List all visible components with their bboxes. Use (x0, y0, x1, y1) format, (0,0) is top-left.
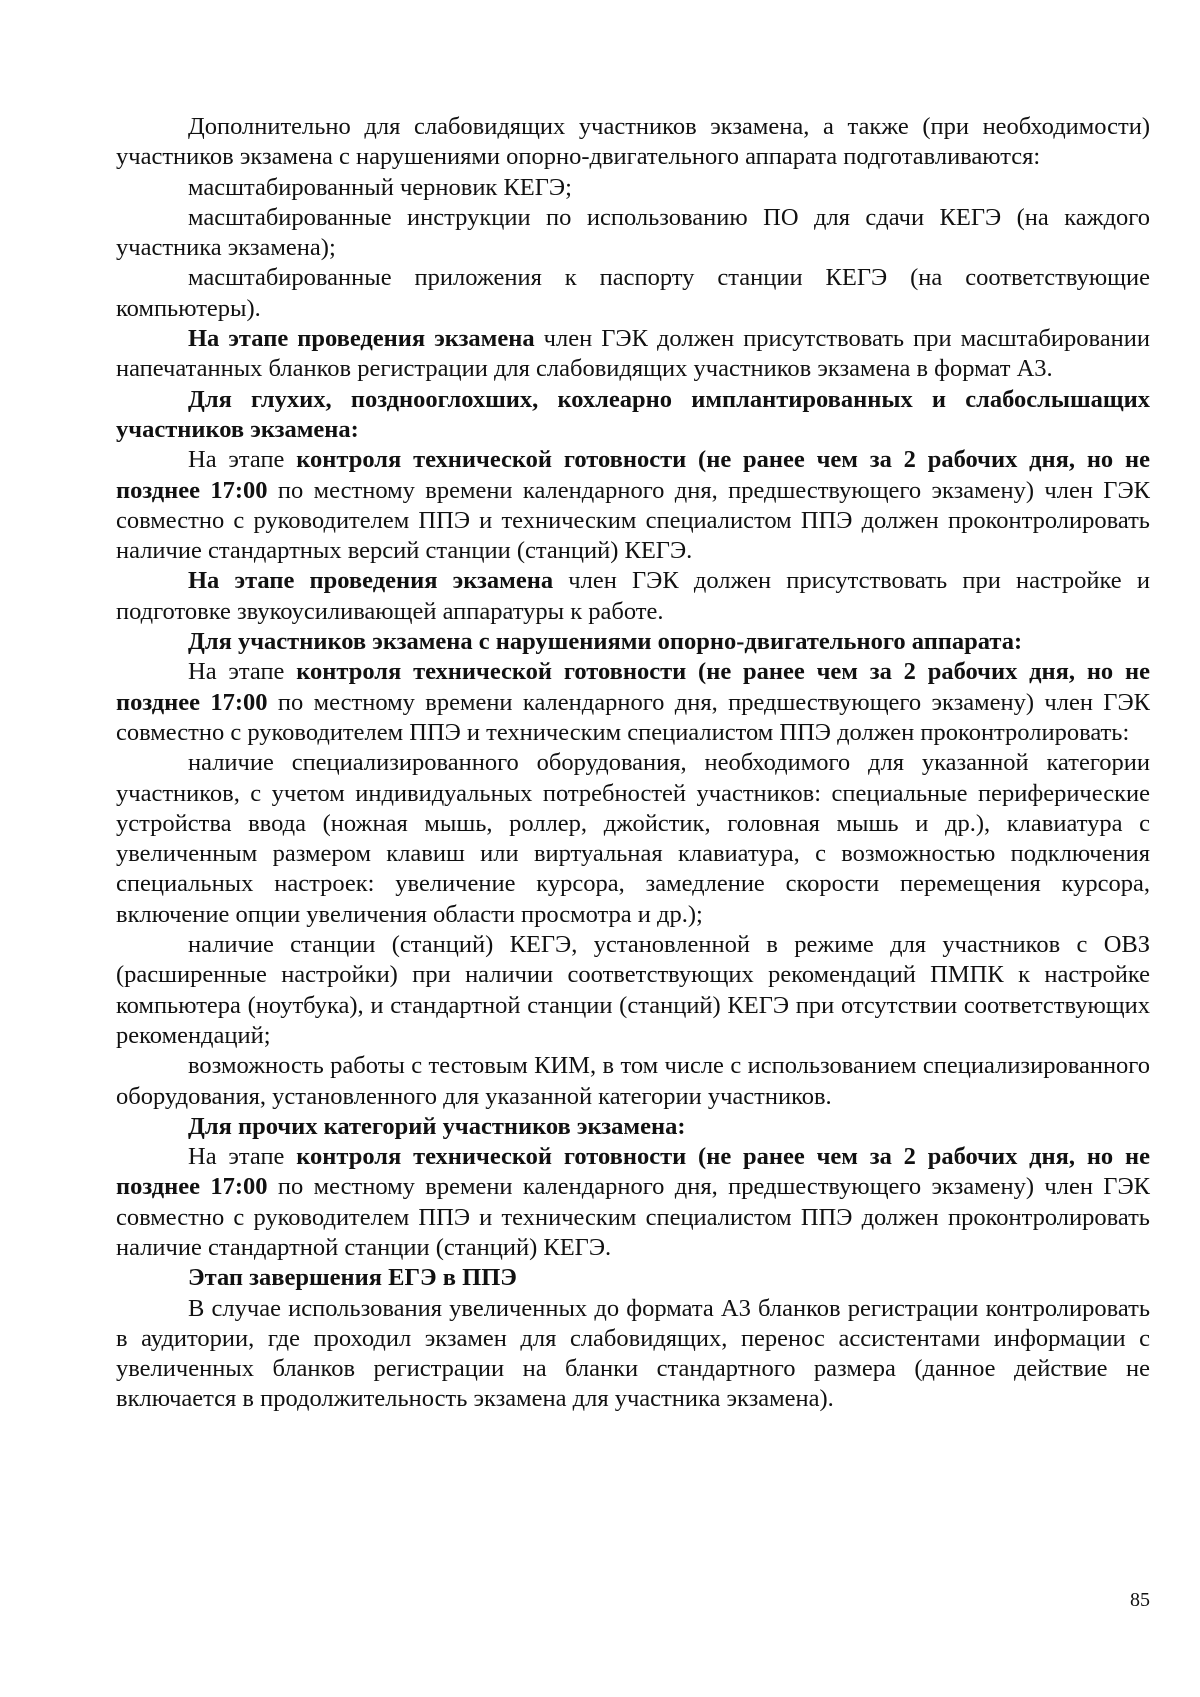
page-number: 85 (1130, 1589, 1150, 1611)
paragraph-tech-check-other (116, 1142, 1150, 1263)
paragraph-appendix: масштабированные приложения к паспорту станции КЕГЭ (на соответствующие компьютеры). (116, 264, 1150, 322)
bold-phrase: контроля технической готовности (не ранее чем за 2 рабочих дня, но не позднее 17:00 (116, 658, 1150, 716)
paragraph-draft: масштабированный черновик КЕГЭ; (188, 173, 572, 201)
text-run: по местному времени календарного дня, предшествующего экзамену) член ГЭК совместно с руководителем ППЭ и техническим специалистом ППЭ должен проконтролировать наличие стандартной станции (станций) КЕГЭ. (116, 1173, 1150, 1261)
bold-phrase: контроля технической готовности (не ранее чем за 2 рабочих дня, но не позднее 17:00 (116, 1143, 1150, 1201)
text-run: На этапе (188, 446, 297, 474)
text-run: На этапе (188, 1143, 297, 1171)
paragraph-station-mode: наличие станции (станций) КЕГЭ, установленной в режиме для участников с ОВЗ (расширенные настройки) при наличии соответствующих рекомендаций ПМПК к настройке компьютера (ноутбука), и стандартной станции (станций) КЕГЭ при отсутствии соответствующих рекомендаций; (116, 931, 1150, 1049)
paragraph-tech-check-musculoskeletal (116, 657, 1150, 748)
paragraph-tech-check-deaf (116, 445, 1150, 566)
text-run: по местному времени календарного дня, предшествующего экзамену) член ГЭК совместно с руководителем ППЭ и техническим специалистом ППЭ должен проконтролировать: (116, 688, 1150, 746)
heading-deaf-participants: Для глухих, позднооглохших, кохлеарно имплантированных и слабослышащих участников экзамена: (116, 385, 1150, 443)
bold-phrase: На этапе проведения экзамена (188, 325, 535, 353)
heading-musculoskeletal-participants: Для участников экзамена с нарушениями опорно-двигательного аппарата: (188, 628, 1023, 656)
bold-phrase: контроля технической готовности (не ранее чем за 2 рабочих дня, но не позднее 17:00 (116, 446, 1150, 504)
text-run: член ГЭК должен присутствовать при настройке и подготовке звукоусиливающей аппаратуры к работе. (116, 567, 1150, 625)
text-run: На этапе (188, 658, 297, 686)
heading-completion-stage: Этап завершения ЕГЭ в ППЭ (188, 1264, 517, 1292)
paragraph-instructions: масштабированные инструкции по использованию ПО для сдачи КЕГЭ (на каждого участника экзамена); (116, 203, 1150, 262)
paragraph-a3-transfer: В случае использования увеличенных до формата А3 бланков регистрации контролировать в аудитории, где проходил экзамен для слабовидящих, перенос ассистентами информации с увеличенных бланков регистрации на бланки стандартного размера (данное действие не включается в продолжительность экзамена для участника экзамена). (116, 1294, 1150, 1413)
paragraph-exam-stage-scaling (116, 324, 1150, 385)
heading-other-participants: Для прочих категорий участников экзамена: (188, 1112, 686, 1140)
paragraph-exam-stage-audio (116, 566, 1150, 627)
text-run: по местному времени календарного дня, предшествующего экзамену) член ГЭК совместно с руководителем ППЭ и техническим специалистом ППЭ должен проконтролировать наличие стандартных версий станции (станций) КЕГЭ. (116, 476, 1150, 565)
paragraph-kim-work: возможность работы с тестовым КИМ, в том числе с использованием специализированного оборудования, установленного для указанной категории участников. (116, 1052, 1150, 1110)
paragraph-intro: Дополнительно для слабовидящих участников экзамена, а также (при необходимости) участников экзамена с нарушениями опорно-двигательного аппарата подготавливаются: (116, 113, 1150, 171)
paragraph-special-equipment: наличие специализированного оборудования, необходимого для указанной категории участников, с учетом индивидуальных потребностей участников: специальные периферические устройства ввода (ножная мышь, роллер, джойстик, головная мышь и др.), клавиатура с увеличенным размером клавиш или виртуальная клавиатура, с возможностью подключения специальных настроек: увеличение курсора, замедление скорости перемещения курсора, включение опции увеличения области просмотра и др.); (116, 749, 1150, 928)
bold-phrase: На этапе проведения экзамена (188, 567, 554, 595)
text-run: член ГЭК должен присутствовать при масштабировании напечатанных бланков регистрации для слабовидящих участников экзамена в формат А3. (116, 325, 1150, 383)
document-page (116, 112, 1150, 1415)
